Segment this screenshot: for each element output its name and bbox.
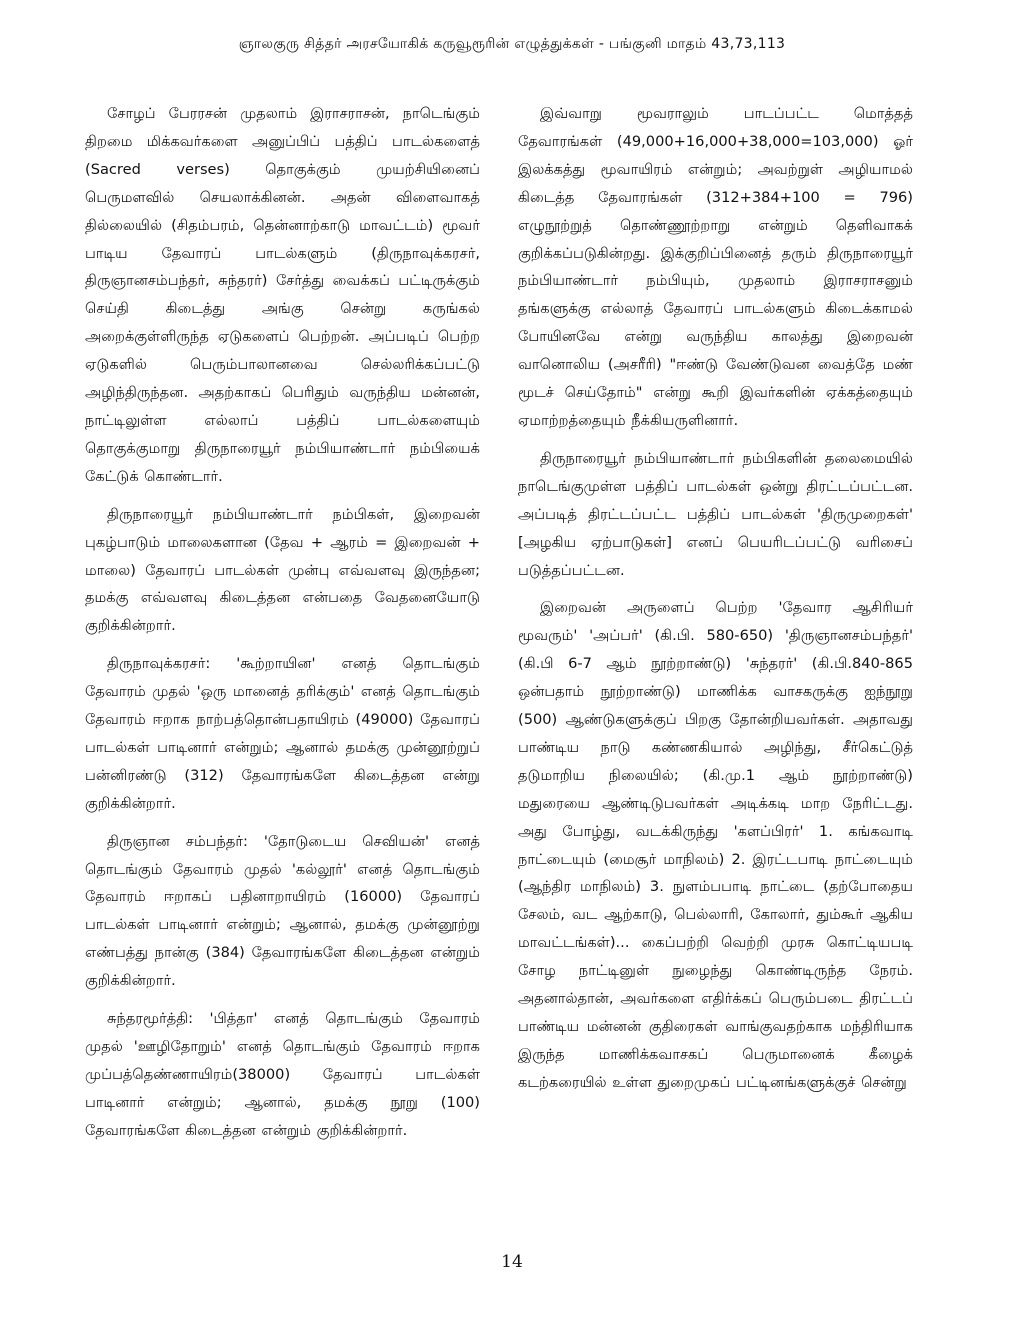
paragraph: இவ்வாறு மூவராலும் பாடப்பட்ட மொத்தத் தேவாரங்கள் (49,000+16,000+38,000=103,000) ஓர் இலக்கத்து மூவாயிரம் என்றும்; அவற்றுள் அழியாமல் கிடைத்த தேவாரங்கள் (312+384+100 = 796) எழுநூற்றுத் தொண்ணூற்றாறு என்றும் தெளிவாகக் குறிக்கப்படுகின்றது. இக்குறிப்பினைத் தரும் திருநாரையூர் நம்பியாண்டார் நம்பியும், முதலாம் இராசராசனும் தங்களுக்கு எல்லாத் தேவாரப் பாடல்களும் கிடைக்காமல் போயினவே என்று வருந்திய காலத்து இறைவன் வானொலிய (அசரீரி) "ஈண்டு வேண்டுவன வைத்தே மண் மூடச் செய்தோம்" என்று கூறி இவர்களின் ஏக்கத்தையும் ஏமாற்றத்தையும் நீக்கியருளினார். <box>518 105 913 429</box>
paragraph: திருஞான சம்பந்தர்: 'தோடுடைய செவியன்' எனத் தொடங்கும் தேவாரம் முதல் 'கல்லூர்' எனத் தொடங்கும் தேவாரம் ஈறாகப் பதினாறாயிரம் (16000) தேவாரப் பாடல்கள் பாடினார் என்றும்; ஆனால், தமக்கு முன்னூற்று எண்பத்து நான்கு (384) தேவாரங்களே கிடைத்தன என்றும் குறிக்கின்றார். <box>85 832 480 990</box>
paragraph: சுந்தரமூர்த்தி: 'பித்தா' எனத் தொடங்கும் தேவாரம் முதல் 'ஊழிதோறும்' எனத் தொடங்கும் தேவாரம் ஈறாக முப்பத்தெண்ணாயிரம்(38000) தேவாரப் பாடல்கள் பாடினார் என்றும்; ஆனால், தமக்கு நூறு (100) தேவாரங்களே கிடைத்தன என்றும் குறிக்கின்றார். <box>85 1010 480 1139</box>
page-number: 14 <box>501 1252 523 1272</box>
paragraph: திருநாரையூர் நம்பியாண்டார் நம்பிகளின் தலைமையில் நாடெங்குமுள்ள பத்திப் பாடல்கள் ஒன்று திரட்டப்பட்டன. அப்படித் திரட்டப்பட்ட பத்திப் பாடல்கள் 'திருமுறைகள்' [அழகிய ஏற்பாடுகள்] எனப் பெயரிடப்பட்டு வரிசைப் படுத்தப்பட்டன. <box>518 449 913 579</box>
paragraph: இறைவன் அருளைப் பெற்ற 'தேவார ஆசிரியர் மூவரும்' 'அப்பர்' (கி.பி. 580-650) 'திருஞானசம்பந்தர்' (கி.பி 6-7 ஆம் நூற்றாண்டு) 'சுந்தரர்' (கி.பி.840-865 ஒன்பதாம் நூற்றாண்டு) மாணிக்க வாசகருக்கு ஐந்நூறு (500) ஆண்டுகளுக்குப் பிறகு தோன்றியவர்கள். அதாவது பாண்டிய நாடு கண்ணகியால் அழிந்து, சீர்கெட்டுத் தடுமாறிய நிலையில்; (கி.மு.1 ஆம் நூற்றாண்டு) மதுரையை ஆண்டிடுபவர்கள் அடிக்கடி மாற நேரிட்டது. அது போழ்து, வடக்கிருந்து 'களப்பிரர்' 1. கங்கவாடி நாட்டையும் (மைசூர் மாநிலம்) 2. இரட்டபாடி நாட்டையும் (ஆந்திர மாநிலம்) 3. நுளம்பபாடி நாட்டை (தற்போதைய சேலம், வட ஆற்காடு, பெல்லாரி, கோலார், தும்கூர் ஆகிய மாவட்டங்கள்)... கைப்பற்றி வெற்றி முரசு கொட்டியபடி சோழ நாட்டினுள் நுழைந்து கொண்டிருந்த நேரம். அதனால்தான், அவர்களை எதிர்க்கப் பெரும்படை திரட்டப் பாண்டிய மன்னன் குதிரைகள் வாங்குவதற்காக மந்திரியாக இருந்த மாணிக்கவாசகப் பெருமானைக் கீழைக் கடற்கரையில் உள்ள துறைமுகப் பட்டினங்களுக்குச் சென்று <box>518 599 913 1091</box>
paragraph: திருநாவுக்கரசர்: 'கூற்றாயின' எனத் தொடங்கும் தேவாரம் முதல் 'ஒரு மானைத் தரிக்கும்' எனத் தொடங்கும் தேவாரம் ஈறாக நாற்பத்தொன்பதாயிரம் (49000) தேவாரப் பாடல்கள் பாடினார் என்றும்; ஆனால் தமக்கு முன்னூற்றுப் பன்னிரண்டு (312) தேவாரங்களே கிடைத்தன என்று குறிக்கின்றார். <box>85 655 480 812</box>
left-column <box>85 100 480 1155</box>
paragraph: சோழப் பேரரசன் முதலாம் இராசராசன், நாடெங்கும் திறமை மிக்கவர்களை அனுப்பிப் பத்திப் பாடல்களைத் (Sacred verses) தொகுக்கும் முயற்சியினைப் பெருமளவில் செயலாக்கினன். அதன் விளைவாகத் தில்லையில் (சிதம்பரம், தென்னாற்காடு மாவட்டம்) மூவர் பாடிய தேவாரப் பாடல்களும் (திருநாவுக்கரசர், திருஞானசம்பந்தர், சுந்தரர்) சேர்த்து வைக்கப் பட்டிருக்கும் செய்தி கிடைத்து அங்கு சென்று கருங்கல் அறைக்குள்ளிருந்த ஏடுகளைப் பெற்றன். அப்படிப் பெற்ற ஏடுகளில் பெரும்பாலானவை செல்லரிக்கப்பட்டு அழிந்திருந்தன. அதற்காகப் பெரிதும் வருந்திய மன்னன், நாட்டிலுள்ள எல்லாப் பத்திப் பாடல்களையும் தொகுக்குமாறு திருநாரையூர் நம்பியாண்டார் நம்பியைக் கேட்டுக் கொண்டார். <box>85 105 480 485</box>
running-header: ஞாலகுரு சித்தர் அரசயோகிக் கருவூரூரின் எழுத்துக்கள் - பங்குனி மாதம் 43,73,113 <box>238 36 786 52</box>
right-column <box>518 100 913 1107</box>
paragraph: திருநாரையூர் நம்பியாண்டார் நம்பிகள், இறைவன் புகழ்பாடும் மாலைகளான (தேவ + ஆரம் = இறைவன் + மாலை) தேவாரப் பாடல்கள் முன்பு எவ்வளவு இருந்தன; தமக்கு எவ்வளவு கிடைத்தன என்பதை வேதனையோடு குறிக்கின்றார். <box>85 505 480 635</box>
